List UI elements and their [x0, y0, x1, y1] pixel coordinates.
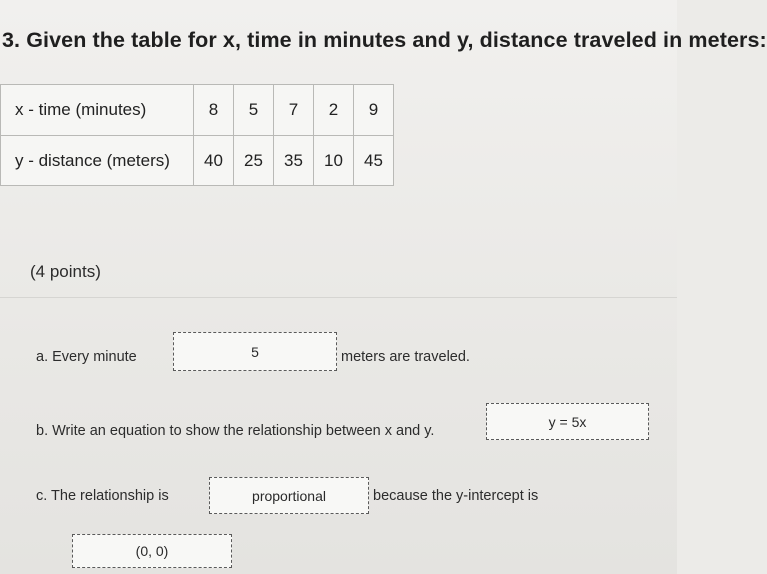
- part-a-suffix: meters are traveled.: [341, 349, 470, 365]
- table-cell: 8: [194, 85, 234, 136]
- part-a-prefix: a. Every minute: [36, 349, 137, 365]
- question-title: 3. Given the table for x, time in minutes and y, distance traveled in meters:: [2, 28, 767, 52]
- part-c-prefix: c. The relationship is: [36, 488, 169, 504]
- table-cell: 35: [274, 136, 314, 186]
- part-c-suffix: because the y-intercept is: [373, 488, 539, 504]
- table-cell: 9: [354, 85, 394, 136]
- table-row: [1, 85, 394, 136]
- part-c-intercept-field[interactable]: (0, 0): [72, 534, 232, 568]
- points-label: (4 points): [30, 262, 101, 281]
- data-table: [0, 84, 394, 186]
- part-a-answer-field[interactable]: 5: [173, 332, 337, 371]
- table-cell: 45: [354, 136, 394, 186]
- table-cell: 10: [314, 136, 354, 186]
- part-c-answer-field[interactable]: proportional: [209, 477, 369, 514]
- table-cell: 40: [194, 136, 234, 186]
- part-b-prompt: b. Write an equation to show the relationship between x and y.: [36, 423, 435, 439]
- row-label-x: x - time (minutes): [1, 85, 194, 136]
- table-cell: 7: [274, 85, 314, 136]
- row-label-y: y - distance (meters): [1, 136, 194, 186]
- section-divider: [0, 297, 677, 298]
- table-row: [1, 136, 394, 186]
- table-cell: 2: [314, 85, 354, 136]
- table-cell: 25: [234, 136, 274, 186]
- table-cell: 5: [234, 85, 274, 136]
- part-b-answer-field[interactable]: y = 5x: [486, 403, 649, 440]
